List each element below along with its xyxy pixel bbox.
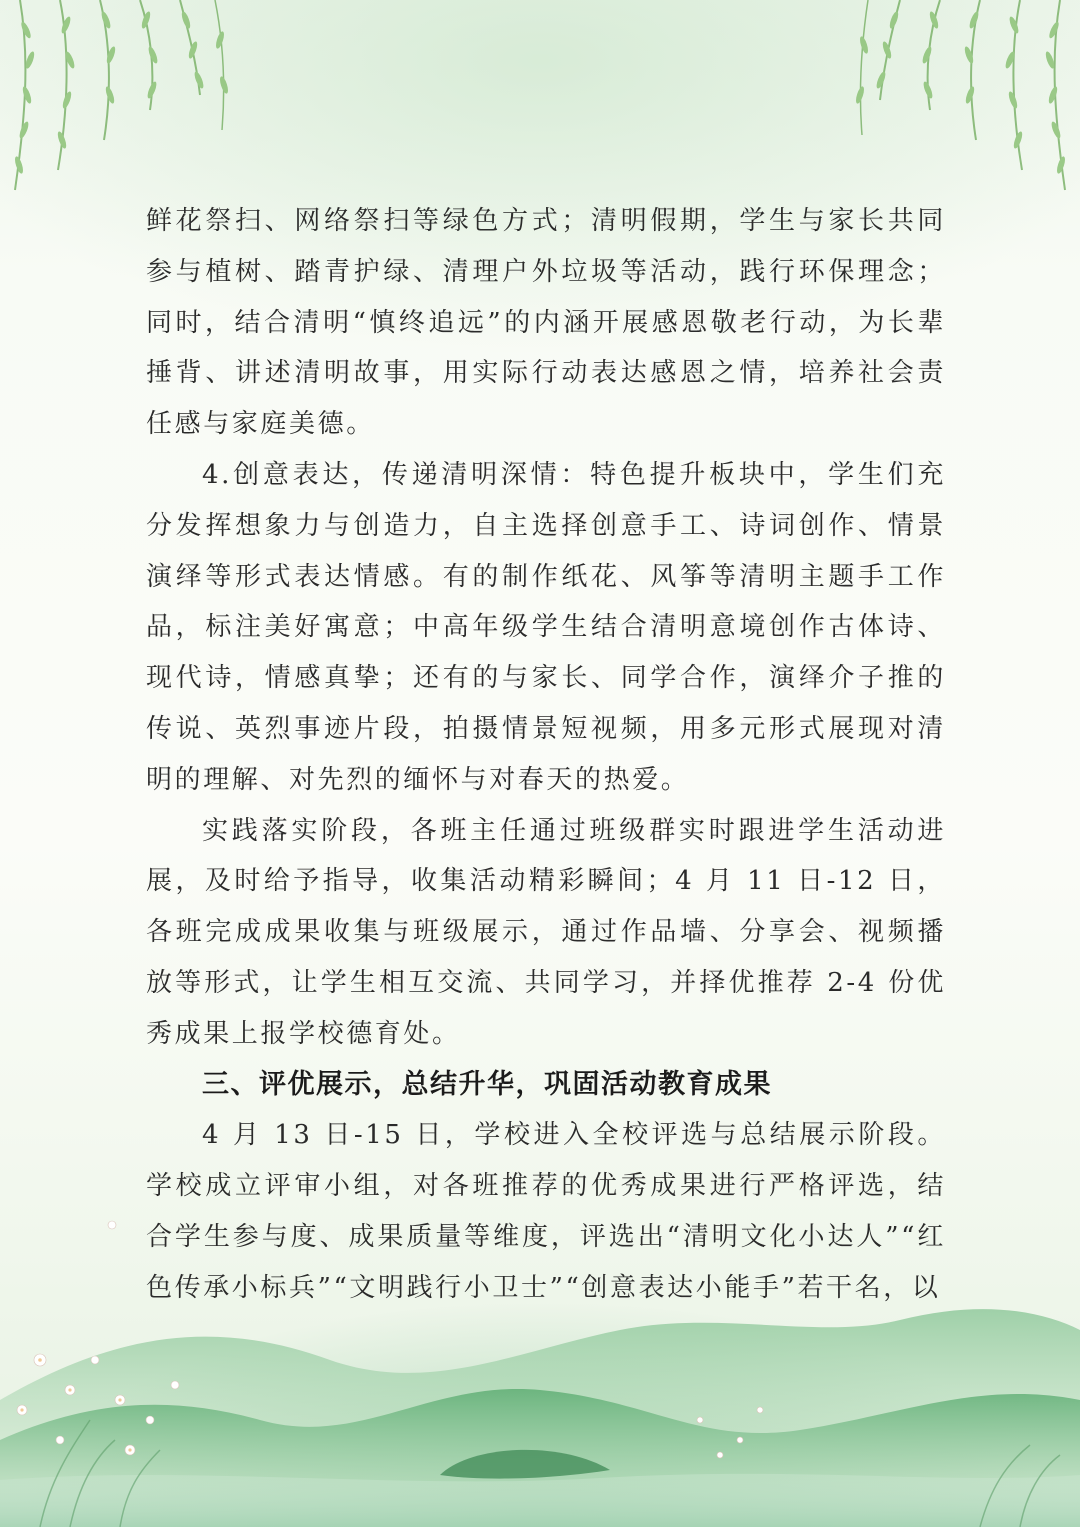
willow-right-icon: [854, 0, 1066, 190]
paragraph-3: 实践落实阶段，各班主任通过班级群实时跟进学生活动进展，及时给予指导，收集活动精彩瞬间；4 月 11 日-12 日，各班完成成果收集与班级展示，通过作品墙、分享会、视频播放等形式，让学生相互交流、共同学习，并择优推荐 2-4 份优秀成果上报学校德育处。: [146, 815, 946, 1049]
paragraph-1: 鲜花祭扫、网络祭扫等绿色方式；清明假期，学生与家长共同参与植树、踏青护绿、清理户外垃圾等活动，践行环保理念；同时，结合清明“慎终追远”的内涵开展感恩敬老行动，为长辈捶背、讲述清明故事，用实际行动表达感恩之情，培养社会责任感与家庭美德。: [146, 206, 946, 440]
section-heading-3: 三、评优展示，总结升华，巩固活动教育成果: [202, 1068, 772, 1100]
mountain-landscape-icon: [0, 1309, 1080, 1527]
willow-left-icon: [13, 0, 229, 190]
document-body: [146, 196, 946, 1314]
paragraph-4: 4 月 13 日-15 日，学校进入全校评选与总结展示阶段。学校成立评审小组，对各班推荐的优秀成果进行严格评选，结合学生参与度、成果质量等维度，评选出“清明文化小达人”“红色传承小标兵”“文明践行小卫士”“创意表达小能手”若干名，以: [146, 1120, 946, 1303]
paragraph-2: 4.创意表达，传递清明深情：特色提升板块中，学生们充分发挥想象力与创造力，自主选择创意手工、诗词创作、情景演绎等形式表达情感。有的制作纸花、风筝等清明主题手工作品，标注美好寓意；中高年级学生结合清明意境创作古体诗、现代诗，情感真挚；还有的与家长、同学合作，演绎介子推的传说、英烈事迹片段，拍摄情景短视频，用多元形式展现对清明的理解、对先烈的缅怀与对春天的热爱。: [146, 459, 946, 795]
